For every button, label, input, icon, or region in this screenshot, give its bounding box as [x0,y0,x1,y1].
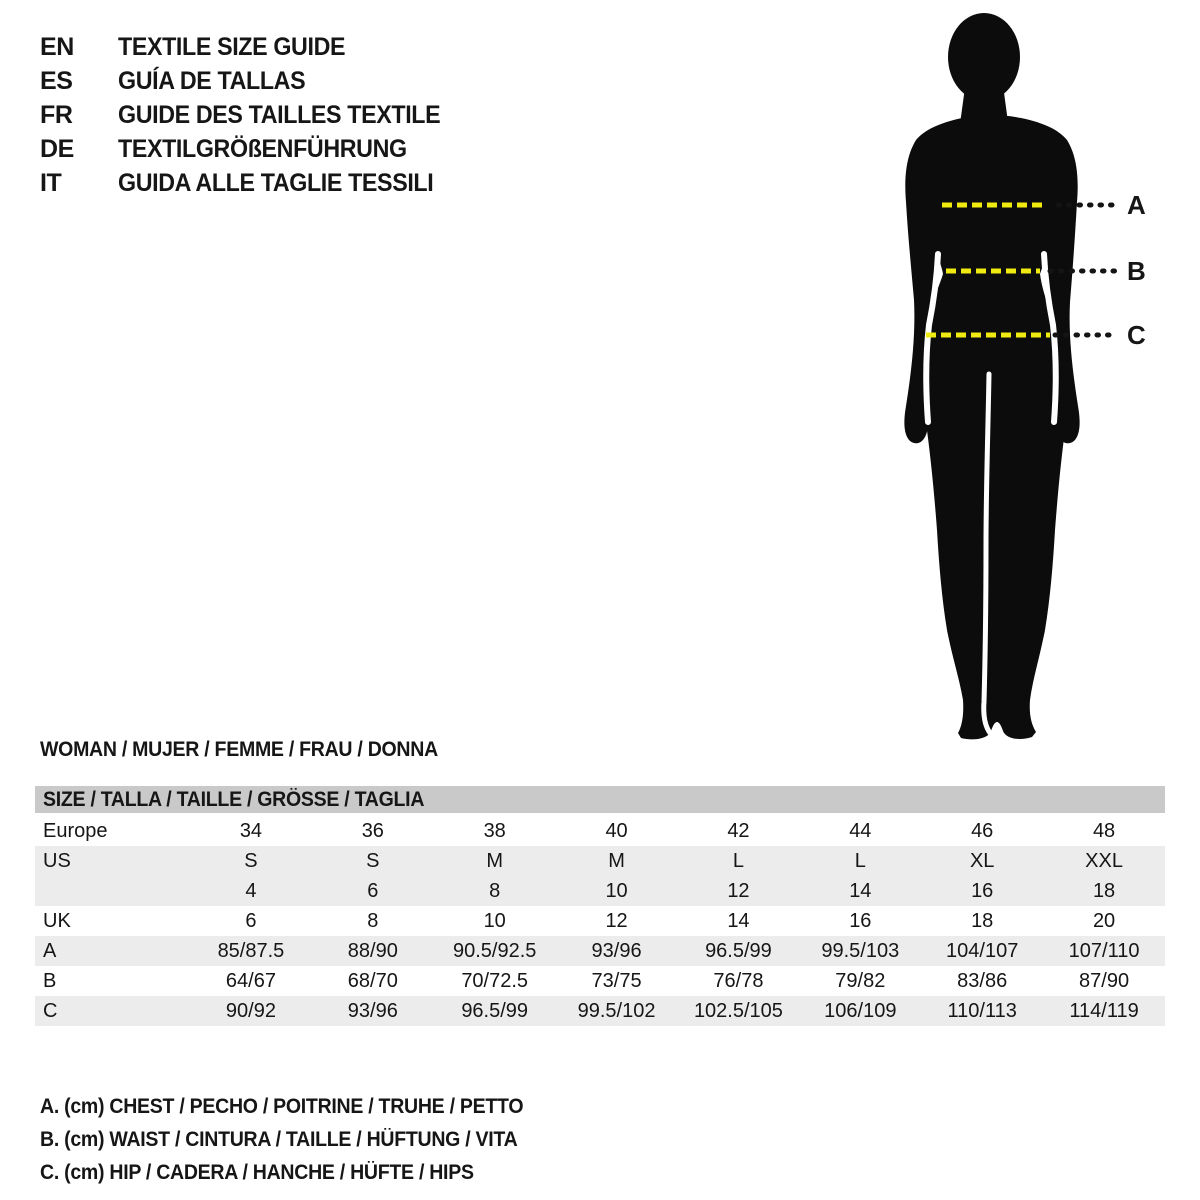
size-cell: 90.5/92.5 [452,939,537,962]
language-code: FR [40,100,73,129]
legend-line-hip: C. (cm) HIP / CADERA / HANCHE / HÜFTE / HIPS [40,1161,474,1184]
size-cell: 79/82 [835,969,886,992]
language-title-row [40,166,465,200]
row-label [35,876,190,906]
language-code: EN [40,32,74,61]
size-cell: L [732,849,744,872]
woman-silhouette-figure [860,0,1160,745]
guide-title-en: TEXTILE SIZE GUIDE [118,32,346,61]
table-row [35,876,1165,906]
size-cell: S [366,849,380,872]
row-label: A [43,939,57,962]
size-cell: 8 [489,879,501,902]
size-cell: 16 [849,909,872,932]
size-cell: 14 [849,879,872,902]
language-title-row [40,98,465,132]
size-cell: M [608,849,625,872]
size-cell: 64/67 [225,969,276,992]
row-label: B [43,969,57,992]
size-cell: 10 [605,879,628,902]
size-cell: 14 [727,909,750,932]
size-cell: 107/110 [1068,939,1140,962]
size-cell: 18 [1092,879,1116,902]
guide-title-it: GUIDA ALLE TAGLIE TESSILI [118,168,434,197]
size-cell: 99.5/103 [821,939,900,962]
legend-line-waist: B. (cm) WAIST / CINTURA / TAILLE / HÜFTUNG / VITA [40,1128,518,1151]
size-cell: 6 [367,879,379,902]
measure-label-c: C [1127,320,1146,350]
row-label: UK [43,909,71,932]
size-cell: 70/72.5 [461,969,529,992]
table-row [35,816,1165,846]
guide-title-de: TEXTILGRÖßENFÜHRUNG [118,134,407,163]
size-cell: 12 [727,879,750,902]
language-code: ES [40,66,73,95]
size-cell: 42 [727,819,750,842]
size-cell: 104/107 [946,939,1019,962]
size-cell: 85/87.5 [217,939,285,962]
legend-line-chest: A. (cm) CHEST / PECHO / POITRINE / TRUHE / PETTO [40,1095,524,1118]
size-cell: 68/70 [347,969,398,992]
size-cell: 73/75 [591,969,642,992]
size-cell: 110/113 [947,999,1017,1022]
size-cell: 96.5/99 [461,999,529,1022]
section-title-text: WOMAN / MUJER / FEMME / FRAU / DONNA [40,738,438,761]
size-cell: XXL [1085,849,1123,872]
size-cell: M [486,849,504,872]
size-cell: 20 [1092,909,1116,932]
size-cell: 99.5/102 [577,999,656,1022]
size-table-header [35,786,1165,813]
size-cell: 87/90 [1079,969,1130,992]
section-title [40,738,468,762]
table-row [35,846,1165,876]
silhouette-body [904,115,1079,739]
table-row [35,906,1165,936]
guide-title-fr: GUIDE DES TAILLES TEXTILE [118,100,441,129]
measure-label-b: B [1127,256,1146,286]
size-table-header-text: SIZE / TALLA / TAILLE / GRÖSSE / TAGLIA [43,788,425,811]
row-label: C [43,999,58,1022]
table-row [35,966,1165,996]
size-grid [35,816,1165,1026]
size-cell: 38 [483,819,506,842]
size-cell: 93/96 [347,999,398,1022]
size-cell: 106/109 [824,999,897,1022]
table-row [35,936,1165,966]
size-cell: 12 [605,909,628,932]
size-cell: 48 [1092,819,1116,842]
language-title-row [40,64,465,98]
size-cell: 93/96 [591,939,642,962]
size-cell: 34 [239,819,263,842]
language-title-list [40,30,465,200]
table-row [35,996,1165,1026]
size-cell: 4 [245,879,257,902]
language-title-row [40,132,465,166]
size-cell: 8 [367,909,379,932]
size-cell: 114/119 [1069,999,1139,1022]
measure-label-a: A [1127,190,1146,220]
size-cell: L [854,849,866,872]
size-cell: 18 [971,909,994,932]
size-cell: 88/90 [347,939,398,962]
measurement-legend [40,1090,560,1189]
size-cell: XL [969,849,995,872]
language-code: DE [40,134,74,163]
size-cell: 90/92 [225,999,276,1022]
language-title-row [40,30,465,64]
size-cell: 46 [971,819,994,842]
size-cell: 44 [849,819,872,842]
size-cell: 10 [483,909,506,932]
language-code: IT [40,168,62,197]
size-cell: 76/78 [713,969,764,992]
size-cell: 83/86 [957,969,1008,992]
size-cell: S [244,849,258,872]
size-cell: 40 [605,819,628,842]
size-cell: 102.5/105 [693,999,783,1022]
size-cell: 6 [245,909,257,932]
size-cell: 96.5/99 [705,939,772,962]
size-table [35,786,1165,1026]
row-label: US [43,849,71,872]
size-cell: 16 [971,879,994,902]
guide-title-es: GUÍA DE TALLAS [118,66,306,95]
size-cell: 36 [361,819,384,842]
row-label: Europe [43,819,108,842]
